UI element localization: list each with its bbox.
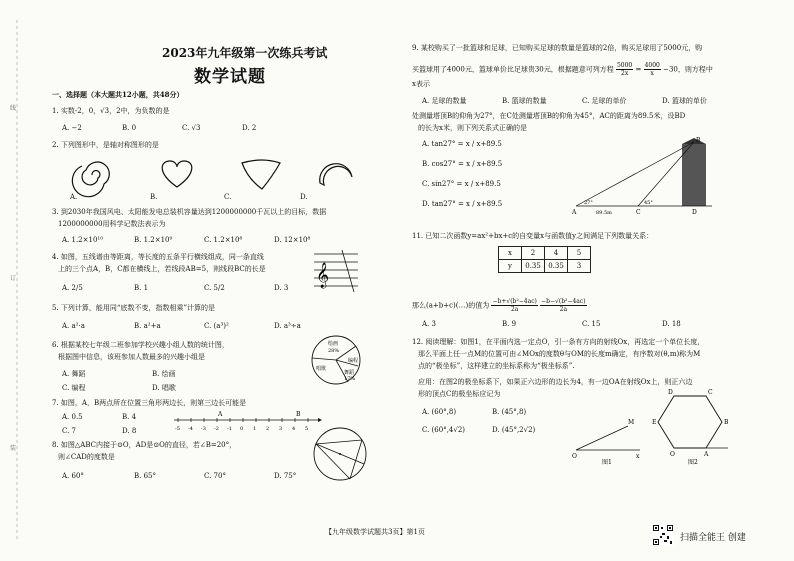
q7-tick-label: -5 <box>175 426 180 432</box>
q2-figures <box>62 155 382 195</box>
scanner-watermark: 扫描全能王 创建 <box>680 533 746 543</box>
q8-option-b: B. 65° <box>134 472 157 480</box>
q10-stem-line3: 的长为x米，则下列关系式正确的是 <box>418 124 527 132</box>
svg-text:O: O <box>572 453 577 460</box>
svg-text:M: M <box>628 419 635 426</box>
pie-label-singing: 唱歌 <box>316 366 327 372</box>
crescent-figure <box>320 164 352 185</box>
q10-tower-figure <box>572 138 722 218</box>
q12-stem-line1: 12. 阅读理解：如图1，在平面内选一定点O，引一条有方向的射线Ox，再选定一个单位长度， <box>412 338 705 346</box>
q5-stem: 5. 下列计算，能用同“底数不变，指数相乘”计算的是 <box>52 304 216 312</box>
q8-stem-line2: 则∠CAD的度数是 <box>58 453 115 461</box>
q9-option-d: D. 篮球的单价 <box>662 97 707 105</box>
left-column <box>52 0 380 561</box>
q7-tick-label: -2 <box>214 426 219 432</box>
q3-stem-line2: 1200000000用科学记数法表示为 <box>58 220 166 228</box>
q7-tick-label: -1 <box>227 426 232 432</box>
q7-option-c: C. 7 <box>62 427 77 435</box>
table-row: y 0.35 0.35 3 <box>499 260 591 273</box>
svg-text:O: O <box>670 451 675 458</box>
q12-stem-line3: 点的“极坐标”，这样建立的坐标系称为“极坐标系”. <box>418 362 575 370</box>
pie-label-painting-pct: 28% <box>328 348 340 354</box>
q2-stem: 2. 下列图形中，是轴对称图形的是 <box>52 141 159 149</box>
q3-option-c: C. 1.2×10⁸ <box>204 236 243 244</box>
spiral-figure <box>72 162 109 197</box>
svg-text:B: B <box>724 419 729 426</box>
svg-text:C: C <box>636 209 641 216</box>
q6-stem-line1: 6. 根据某校七年级二班参加学校兴趣小组人数的统计图， <box>52 341 229 349</box>
svg-text:线: 线 <box>10 105 17 112</box>
q12-stem-line2: 那么平面上任一点M的位置可由∠MOx的度数θ与OM的长度m确定，有序数对(θ,m)称为M <box>418 350 701 358</box>
q3-option-d: D. 12×10⁸ <box>274 236 311 244</box>
q2-option-a: A. <box>70 193 78 201</box>
q8-stem-line1: 8. 如图△ABC内接于⊙O，AD是⊙O的直径，若∠B=20°， <box>52 441 237 449</box>
q7-tick-label: 2 <box>266 426 270 432</box>
q7-tick-label: -4 <box>188 426 193 432</box>
q6-pie-chart <box>306 334 368 386</box>
q7-point-a: A <box>218 411 223 418</box>
q6-option-a: A. 舞蹈 <box>62 370 86 378</box>
q7-tick-label: 0 <box>240 426 244 432</box>
svg-text:89.5m: 89.5m <box>596 210 612 216</box>
q7-option-d: D. 8 <box>122 427 137 435</box>
q4-option-b: B. 1 <box>134 284 149 292</box>
q4-stem-line2: 上的三个点A，B，C都在横线上，若线段AB=5，则线段BC的长是 <box>58 265 266 273</box>
page-footer: 【九年级数学试题共3页】第1页 <box>325 528 425 536</box>
q7-option-b: B. 4 <box>122 413 137 421</box>
q6-option-d: D. 唱歌 <box>152 384 176 392</box>
q11-stem: 11. 已知二次函数y=ax²+bx+c的自变量x与函数值y之间满足下列数量关系： <box>412 232 654 240</box>
q12-option-d: D. (45°,2√2) <box>492 426 536 434</box>
q7-tick-label: 5 <box>305 426 309 432</box>
q7-stem: 7. 如图，A，B两点所在位置三角形两边长，则第三边长可能是 <box>52 399 247 407</box>
pie-label-dance-pct: 17% <box>344 376 356 382</box>
q12-option-b: B. (45°,8) <box>492 408 527 416</box>
q10-option-c: C. sin27° = x / x+89.5 <box>422 180 501 188</box>
q11-option-d: D. 18 <box>662 320 681 328</box>
q5-option-c: C. (a³)² <box>204 322 229 330</box>
pie-label-dance: 舞蹈 <box>344 370 355 376</box>
q12-option-a: A. (60°,8) <box>422 408 457 416</box>
svg-text:𝄞: 𝄞 <box>316 263 330 288</box>
q12-stem-line5: 形的顶点C的极坐标应记为 <box>418 390 501 398</box>
q3-option-a: A. 1.2×10¹⁰ <box>62 236 104 244</box>
svg-text:27°: 27° <box>584 200 593 206</box>
q8-option-a: A. 60° <box>62 472 84 480</box>
svg-text:D: D <box>692 209 697 216</box>
q7-tick-label: 1 <box>253 426 257 432</box>
table-row: x 2 4 5 <box>499 247 591 260</box>
q7-number-line <box>172 408 322 432</box>
heart-figure <box>162 161 192 187</box>
exam-title: 2023年九年级第一次练兵考试 <box>162 46 328 60</box>
q5-option-b: B. a²+a <box>134 322 161 330</box>
svg-text:A: A <box>572 209 577 216</box>
q9-stem-line3: x表示 <box>412 80 430 88</box>
q7-option-a: A. 0.5 <box>62 413 83 421</box>
q9-frac1: $\frac{5000}{2x}$ <box>616 62 633 77</box>
pie-label-painting: 绘画 <box>328 341 339 347</box>
q12-fig1 <box>572 404 642 464</box>
q5-option-d: D. a³÷a <box>274 322 301 330</box>
q11-value-table <box>498 246 591 273</box>
q6-option-c: C. 编程 <box>62 384 86 392</box>
q7-tick-label: -3 <box>201 426 206 432</box>
q1-stem: 1. 实数-2，0，√3，2中，为负数的是 <box>52 107 170 115</box>
svg-text:图1: 图1 <box>602 459 612 466</box>
q1-option-c: C. √3 <box>182 124 201 132</box>
q12-fig2-hexagon <box>652 384 732 464</box>
subject-title: 数学试题 <box>194 67 266 87</box>
q9-option-b: B. 篮球的数量 <box>502 97 547 105</box>
q3-option-b: B. 1.2×10⁹ <box>134 236 173 244</box>
q1-option-d: D. 2 <box>242 124 257 132</box>
q1-option-a: A. −2 <box>62 124 82 132</box>
q4-option-d: D. 3 <box>274 284 289 292</box>
q11-option-b: B. 9 <box>502 320 517 328</box>
qr-code-icon <box>652 524 674 546</box>
q9-frac2: $\frac{4000}{x}$ <box>644 62 660 77</box>
q4-option-c: C. 5/2 <box>204 284 225 292</box>
section1-heading: 一、选择题（本大题共12小题，共48分） <box>52 90 184 99</box>
q7-tick-label: 4 <box>292 426 296 432</box>
q9-option-a: A. 足球的数量 <box>422 97 467 105</box>
q10-option-d: D. tan27° = x / x+89.5 <box>422 200 503 208</box>
svg-text:B: B <box>696 137 701 144</box>
svg-text:E: E <box>652 419 657 426</box>
q8-circle-figure <box>310 424 370 484</box>
q5-option-a: A. a²·a <box>62 322 85 330</box>
q3-stem-line1: 3. 到2030年我国风电、太阳能发电总装机容量达到1200000000千瓦以上的目标，数据 <box>52 208 327 216</box>
q12-stem-line4: 应用：在图2的极坐标系下，如果正六边形的边长为4，有一边OA在射线Ox上，则正六边 <box>418 378 693 386</box>
svg-text:45°: 45° <box>644 200 653 206</box>
q9-option-c: C. 足球的单价 <box>582 97 627 105</box>
q2-option-c: C. <box>224 193 232 201</box>
q11-option-a: A. 3 <box>422 320 436 328</box>
q2-option-d: D. <box>300 193 308 201</box>
svg-text:C: C <box>708 389 713 396</box>
q4-staff-figure <box>312 248 360 294</box>
q4-stem-line1: 4. 如图，五线谱由等距离，等长度的五条平行横线组成，同一条直线 <box>52 253 264 261</box>
q10-stem-line2: 处测量塔顶B的仰角为27°，在C处测量塔顶B的仰角为45°，AC的距离为89.5米，设BD <box>412 112 686 120</box>
right-column <box>412 0 752 561</box>
q9-stem-text: 买篮球用了4000元，篮球单价比足球贵30元，根据题意可列方程 <box>412 65 614 74</box>
svg-text:图2: 图2 <box>688 459 698 466</box>
pie-label-coding: 编程 <box>348 358 359 364</box>
q6-stem-line2: 根据图中信息，该班参加人数最多的兴趣小组是 <box>58 353 205 361</box>
q7-tick-label: 3 <box>279 426 283 432</box>
q9-stem-line2: 买篮球用了4000元，篮球单价比足球贵30元，根据题意可列方程 $\frac{5000}{2x}$ = $\frac{4000}{x} -30$，则方程中 <box>412 62 713 77</box>
q7-point-b: B <box>296 411 301 418</box>
q8-option-c: C. 70° <box>204 472 226 480</box>
q4-option-a: A. 2/5 <box>62 284 83 292</box>
q10-option-a: A. tan27° = x / x+89.5 <box>422 140 502 148</box>
svg-text:订: 订 <box>10 275 17 282</box>
q11-option-c: C. 15 <box>582 320 601 328</box>
binding-margin <box>6 20 28 540</box>
q6-option-b: B. 绘画 <box>152 370 176 378</box>
q2-option-b: B. <box>150 193 158 201</box>
q11-expression: 那么(a+b+c)(…)的值为 $\frac{\text{−b+√(b²−4ac)}}{2a}$ $\frac{\text{−b−√(b²−4ac)}}{2a}$ <box>412 298 586 313</box>
svg-text:装: 装 <box>10 445 17 452</box>
svg-text:x: x <box>636 453 640 460</box>
fan-figure <box>242 160 280 189</box>
q9-stem-line1: 9. 某校购买了一批篮球和足球，已知购买足球的数量是篮球的2倍，购买足球用了5000元，购 <box>412 44 703 52</box>
svg-text:A: A <box>704 451 709 458</box>
q12-option-c: C. (60°,4√2) <box>422 426 466 434</box>
q8-option-d: D. 75° <box>274 472 297 480</box>
svg-text:D: D <box>668 389 673 396</box>
q10-option-b: B. cos27° = x / x+89.5 <box>422 160 503 168</box>
q1-option-b: B. 0 <box>122 124 137 132</box>
